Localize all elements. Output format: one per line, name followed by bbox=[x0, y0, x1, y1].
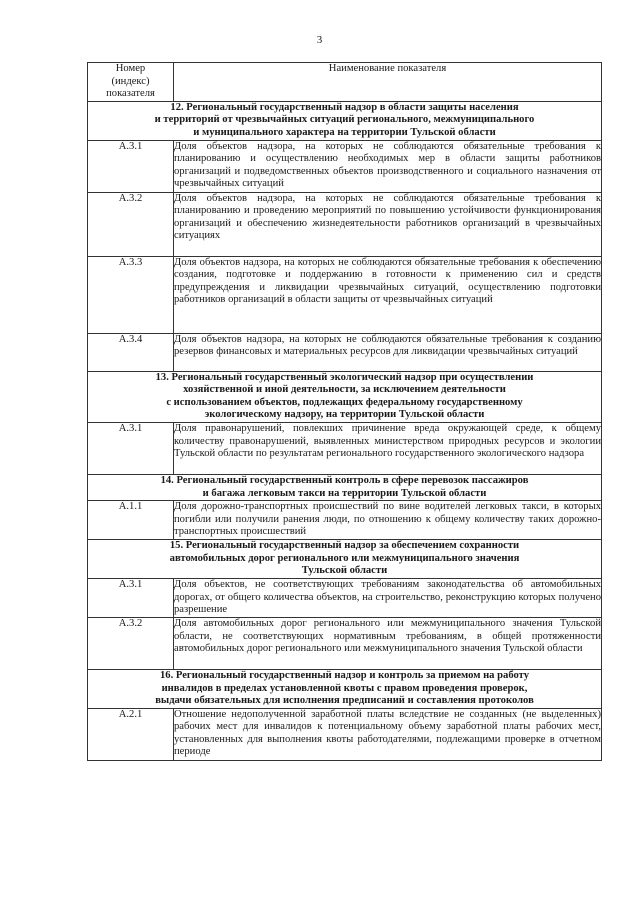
table-header-row bbox=[88, 63, 602, 102]
indicator-code: А.3.1 bbox=[88, 140, 174, 192]
indicator-code: А.3.2 bbox=[88, 192, 174, 256]
section-header-row bbox=[88, 371, 602, 422]
section-title-line: и территорий от чрезвычайных ситуаций регионального, межмуниципального bbox=[154, 114, 535, 126]
indicator-description: Доля правонарушений, повлекших причинение вреда окружающей среде, к общему количеству правонарушений, выявленных министерством природных ресурсов и экологии Тульской области по результатам регионального государственного экологического надзора bbox=[174, 422, 602, 474]
indicator-description: Доля объектов надзора, на которых не соблюдаются обязательные требования к созданию резервов финансовых и материальных ресурсов для ликвидации чрезвычайных ситуаций bbox=[174, 333, 602, 371]
indicator-code: А.3.1 bbox=[88, 578, 174, 617]
table-row bbox=[88, 333, 602, 371]
header-code-line: (индекс) bbox=[111, 75, 150, 87]
section-title-line: и багажа легковым такси на территории Тульской области bbox=[202, 487, 487, 499]
indicator-description: Доля объектов надзора, на которых не соблюдаются обязательные требования к обеспечению создания, подготовке и поддержанию в готовности к применению сил и средств предупреждения и ликвидации чрезвычайных ситуаций, осуществлению подготовки работников организаций в области защиты от чрезвычайных ситуаций bbox=[174, 256, 602, 333]
indicator-description: Доля объектов надзора, на которых не соблюдаются обязательные требования к планированию и осуществлению необходимых мер в области защиты работников организаций и подведомственных объектов производственного и социального назначения от чрезвычайных ситуаций bbox=[174, 140, 602, 192]
indicator-description: Доля автомобильных дорог регионального или межмуниципального значения Тульской области, не соответствующих нормативным требованиям, в общей протяженности автомобильных дорог регионального или межмуниципального значения Тульской области bbox=[174, 617, 602, 669]
section-title-line: и муниципального характера на территории Тульской области bbox=[193, 126, 496, 138]
section-title-line: с использованием объектов, подлежащих федеральному государственному bbox=[166, 396, 523, 408]
indicator-code: А.3.4 bbox=[88, 333, 174, 371]
section-title-line: выдачи обязательных для исполнения предписаний и составления протоколов bbox=[155, 695, 534, 707]
indicator-description: Доля объектов надзора, на которых не соблюдаются обязательные требования к планированию и проведению мероприятий по повышению устойчивости функционирования организаций и обеспечению жизнедеятельности работников организаций в чрезвычайных ситуациях bbox=[174, 192, 602, 256]
indicator-code: А.1.1 bbox=[88, 501, 174, 540]
section-title-line: 12. Региональный государственный надзор в области защиты населения bbox=[170, 101, 519, 113]
indicator-code: А.3.2 bbox=[88, 617, 174, 669]
header-code-line: показателя bbox=[106, 88, 155, 100]
page-number: 3 bbox=[316, 34, 323, 46]
section-title bbox=[88, 474, 602, 500]
section-title-line: автомобильных дорог регионального или межмуниципального значения bbox=[169, 552, 520, 564]
table-row bbox=[88, 422, 602, 474]
section-title-line: Тульской области bbox=[301, 565, 388, 577]
indicator-code: А.3.1 bbox=[88, 422, 174, 474]
indicator-code: А.3.3 bbox=[88, 256, 174, 333]
header-name-cell: Наименование показателя bbox=[174, 63, 602, 102]
table-row bbox=[88, 140, 602, 192]
section-title-line: инвалидов в пределах установленной квоты с правом проведения проверок, bbox=[161, 682, 528, 694]
section-title bbox=[88, 540, 602, 579]
table-row bbox=[88, 256, 602, 333]
indicator-description: Доля объектов, не соответствующих требованиям законодательства об автомобильных дорогах, от общего количества объектов, на строительство, реконструкцию которых получено разрешение bbox=[174, 578, 602, 617]
section-header-row bbox=[88, 540, 602, 579]
section-title bbox=[88, 669, 602, 708]
indicator-code: А.2.1 bbox=[88, 708, 174, 760]
section-title-line: 15. Региональный государственный надзор за обеспечением сохранности bbox=[169, 540, 520, 552]
section-title-line: 16. Региональный государственный надзор и контроль за приемом на работу bbox=[159, 669, 529, 681]
section-title-line: хозяйственной и иной деятельности, за исключением деятельности bbox=[183, 384, 506, 396]
section-title-line: 13. Региональный государственный экологический надзор при осуществлении bbox=[155, 371, 534, 383]
header-code-line: Номер bbox=[115, 63, 146, 74]
section-header-row bbox=[88, 101, 602, 140]
indicator-description: Доля дорожно-транспортных происшествий по вине водителей легковых такси, в которых погибли или получили ранения люди, по отношению к общему количеству таких дорожно-транспортных происшествий bbox=[174, 501, 602, 540]
section-title-line: 14. Региональный государственный контроль в сфере перевозок пассажиров bbox=[160, 474, 529, 486]
section-title bbox=[88, 371, 602, 422]
table-row bbox=[88, 501, 602, 540]
section-header-row bbox=[88, 669, 602, 708]
indicator-description: Отношение недополученной заработной платы вследствие не созданных (не выделенных) рабочих мест для инвалидов к потенциальному объему заработной платы рабочих мест, установленных для выполнения квоты работодателями, подлежащими проверке в отчетном периоде bbox=[174, 708, 602, 760]
section-title-line: экологическому надзору, на территории Тульской области bbox=[204, 409, 485, 421]
table-row bbox=[88, 578, 602, 617]
table-row bbox=[88, 617, 602, 669]
table-row bbox=[88, 708, 602, 760]
section-title bbox=[88, 101, 602, 140]
header-code-cell bbox=[88, 63, 174, 102]
indicators-table bbox=[87, 62, 602, 761]
table-row bbox=[88, 192, 602, 256]
section-header-row bbox=[88, 474, 602, 500]
